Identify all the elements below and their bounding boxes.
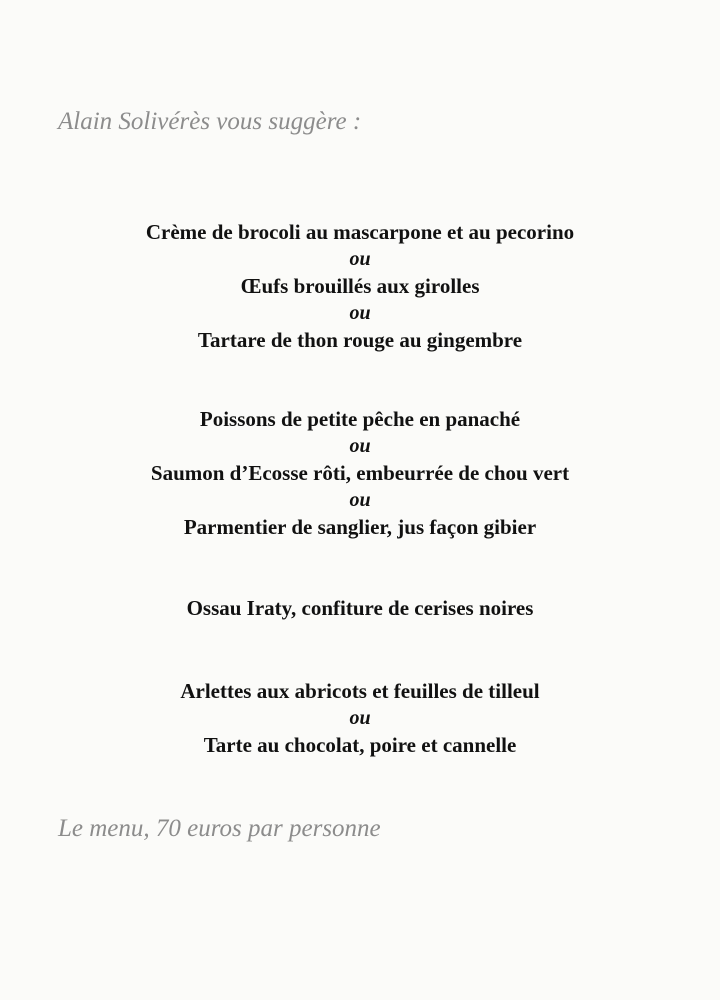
- connector-or: ou: [349, 435, 371, 457]
- menu-price: Le menu, 70 euros par personne: [58, 815, 381, 842]
- dish-main-1: Poissons de petite pêche en panaché: [199, 407, 521, 431]
- dish-starter-3: Tartare de thon rouge au gingembre: [197, 328, 523, 352]
- dish-main-3: Parmentier de sanglier, jus façon gibier: [183, 515, 537, 539]
- dish-starter-2: Œufs brouillés aux girolles: [240, 274, 480, 298]
- dish-main-2: Saumon d’Ecosse rôti, embeurrée de chou vert: [150, 461, 570, 485]
- dish-starter-1: Crème de brocoli au mascarpone et au pecorino: [145, 220, 575, 244]
- dish-cheese-1: Ossau Iraty, confiture de cerises noires: [186, 596, 534, 620]
- connector-or: ou: [349, 248, 371, 270]
- connector-or: ou: [349, 302, 371, 324]
- connector-or: ou: [349, 707, 371, 729]
- dish-dessert-2: Tarte au chocolat, poire et cannelle: [203, 733, 517, 757]
- dish-dessert-1: Arlettes aux abricots et feuilles de tilleul: [180, 679, 540, 703]
- course-desserts: [0, 678, 720, 759]
- course-starters: [0, 219, 720, 354]
- menu-intro: Alain Solivérès vous suggère :: [58, 108, 362, 135]
- course-cheese: [0, 595, 720, 622]
- connector-or: ou: [349, 489, 371, 511]
- course-mains: [0, 406, 720, 541]
